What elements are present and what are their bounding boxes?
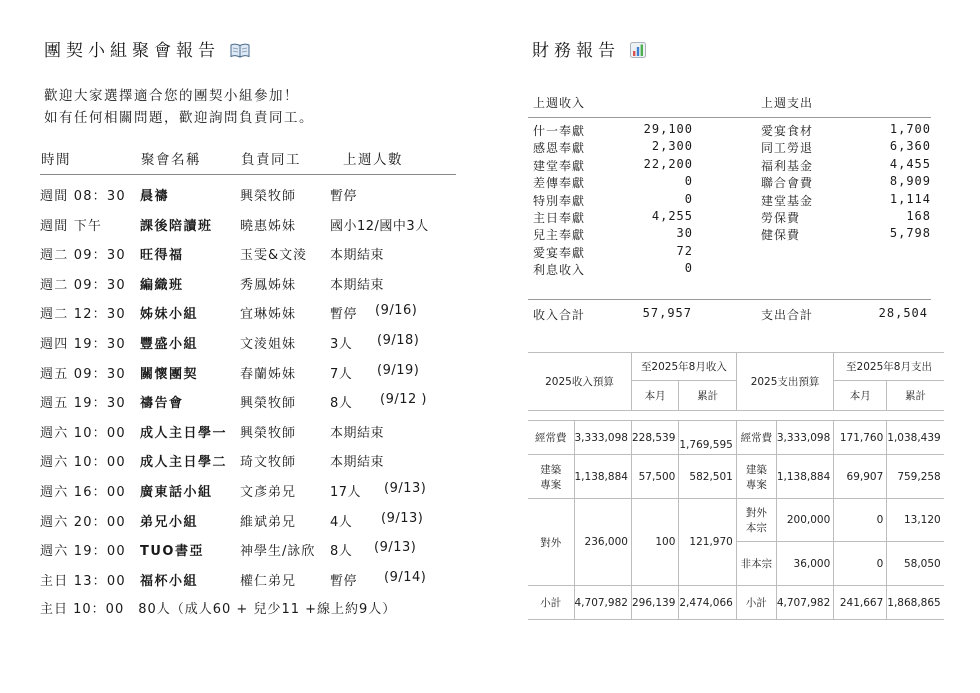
header-last-week-count: 上週人數 <box>343 152 403 168</box>
income-value: 29,100 <box>643 122 693 136</box>
meeting-row <box>40 474 480 504</box>
operating-income-cum: 1,769,595 <box>679 421 736 455</box>
bar-chart-icon <box>630 42 646 58</box>
meeting-date: (9/18) <box>377 332 420 348</box>
meeting-list <box>40 178 480 592</box>
meeting-time: 週六 10：00 <box>40 455 126 471</box>
meeting-time: 週二 09：30 <box>40 248 126 264</box>
operating-expense-budget: 3,333,098 <box>776 421 833 455</box>
header-time: 時間 <box>41 152 71 168</box>
expense-month-header: 本月 <box>834 381 887 411</box>
expense-value: 6,360 <box>889 139 931 154</box>
meeting-row <box>40 533 480 563</box>
subtotal-expense-label: 小計 <box>736 586 776 620</box>
meeting-name: 成人主日學一 <box>140 425 228 441</box>
operating-income-budget: 3,333,098 <box>574 421 631 455</box>
meeting-leader: 興榮牧師 <box>240 425 297 441</box>
meeting-leader: 神學生/詠欣 <box>240 544 316 560</box>
income-row <box>533 260 693 277</box>
income-label: 愛宴奉獻 <box>533 245 586 260</box>
header-divider <box>40 174 456 175</box>
external-denomination-cum: 13,120 <box>887 499 944 542</box>
expense-row <box>761 208 931 225</box>
income-label: 特別奉獻 <box>533 193 586 208</box>
income-budget-header: 2025收入預算 <box>528 353 631 411</box>
income-label: 利息收入 <box>533 263 586 278</box>
income-label: 差傳奉獻 <box>533 176 586 191</box>
expense-total-value: 28,504 <box>878 306 928 320</box>
meeting-row <box>40 208 480 238</box>
income-label: 建堂奉獻 <box>533 158 586 173</box>
external-income-budget: 236,000 <box>574 499 631 586</box>
external-other-month: 0 <box>834 542 887 586</box>
meeting-date: (9/16) <box>375 303 418 319</box>
expense-row <box>761 156 931 173</box>
sunday-service-summary <box>40 598 410 617</box>
external-other-label: 非本宗 <box>736 542 776 586</box>
expense-row <box>761 225 931 242</box>
meeting-name: 晨禱 <box>140 189 170 204</box>
meeting-count: 暫停 <box>330 573 358 589</box>
budget-table <box>528 352 944 620</box>
meeting-count: 17人 <box>330 484 362 500</box>
meeting-time: 週五 09：30 <box>40 366 126 382</box>
meeting-count: 8人 <box>330 544 353 560</box>
meeting-name: TUO書亞 <box>140 544 204 560</box>
meeting-time: 週二 09：30 <box>40 277 126 293</box>
income-value: 0 <box>684 174 693 189</box>
operating-expense-label: 經常費 <box>736 421 776 455</box>
meeting-date: (9/14) <box>384 569 427 585</box>
meeting-row <box>40 178 480 208</box>
meeting-name: 姊妹小組 <box>140 307 199 323</box>
open-book-icon <box>230 43 250 58</box>
expense-ytd-header: 至2025年8月支出 <box>834 353 944 381</box>
meeting-count: 本期結束 <box>330 277 385 293</box>
meeting-name: 福杯小組 <box>140 573 199 589</box>
subtotal-label: 小計 <box>528 586 574 620</box>
expense-list <box>761 121 931 243</box>
expense-value: 4,455 <box>889 156 931 171</box>
income-value: 0 <box>684 261 693 276</box>
meeting-leader: 興榮牧師 <box>240 396 297 412</box>
income-row <box>533 208 693 225</box>
operating-expense-month: 171,760 <box>834 421 887 455</box>
meeting-name: 禱告會 <box>140 396 184 412</box>
meeting-leader: 秀鳳姊妹 <box>240 277 297 293</box>
subtotal-expense-month: 241,667 <box>834 586 887 620</box>
expense-label: 愛宴食材 <box>761 124 814 138</box>
income-row <box>533 156 693 173</box>
intro-line-1: 歡迎大家選擇適合您的團契小組參加！ <box>44 88 299 104</box>
expense-header: 上週支出 <box>761 96 814 110</box>
external-denomination-month: 0 <box>834 499 887 542</box>
meeting-leader: 文淩姐妹 <box>240 336 297 352</box>
income-row <box>533 225 693 242</box>
expense-label: 同工勞退 <box>761 141 814 156</box>
expense-label: 建堂基金 <box>761 193 814 208</box>
expense-row <box>761 121 931 138</box>
meeting-report-title: 團契小組聚會報告 <box>44 36 250 61</box>
meeting-row <box>40 504 480 534</box>
meeting-date: (9/13) <box>384 480 427 496</box>
subtotal-income-month: 296,139 <box>631 586 678 620</box>
expense-value: 8,909 <box>889 174 931 189</box>
meeting-leader: 琦文牧師 <box>240 455 297 471</box>
meeting-date: (9/19) <box>377 362 420 378</box>
meeting-leader: 維斌弟兄 <box>240 514 297 530</box>
building-expense-month: 69,907 <box>834 455 887 499</box>
income-list <box>533 121 693 278</box>
meeting-name: 關懷團契 <box>140 366 199 382</box>
meeting-count: 暫停 <box>330 307 358 323</box>
external-denomination-budget: 200,000 <box>776 499 833 542</box>
meeting-date: (9/12 ) <box>380 392 427 408</box>
meeting-name: 弟兄小組 <box>140 514 199 530</box>
income-row <box>533 138 693 155</box>
income-ytd-header: 至2025年8月收入 <box>631 353 736 381</box>
building-income-budget: 1,138,884 <box>574 455 631 499</box>
income-total-label: 收入合計 <box>533 308 586 322</box>
building-income-cum: 582,501 <box>679 455 736 499</box>
income-row <box>533 191 693 208</box>
operating-label: 經常費 <box>528 421 574 455</box>
meeting-name: 編織班 <box>140 277 184 293</box>
expense-label: 健保費 <box>761 228 801 243</box>
meeting-leader: 興榮牧師 <box>240 189 297 204</box>
subtotal-expense-cum: 1,868,865 <box>887 586 944 620</box>
external-denomination-label: 對外本宗 <box>736 499 776 542</box>
external-other-cum: 58,050 <box>887 542 944 586</box>
finance-header-divider <box>528 117 931 118</box>
meeting-row <box>40 326 480 356</box>
external-other-budget: 36,000 <box>776 542 833 586</box>
meeting-time: 週間 08：30 <box>40 189 126 204</box>
income-total-value: 57,957 <box>642 306 692 320</box>
meeting-count: 本期結束 <box>330 455 385 471</box>
meeting-row <box>40 415 480 445</box>
meeting-count: 4人 <box>330 514 353 530</box>
external-label: 對外 <box>528 499 574 586</box>
meeting-count: 本期結束 <box>330 248 385 264</box>
income-value: 2,300 <box>651 139 693 154</box>
meeting-time: 週六 19：00 <box>40 544 126 560</box>
income-value: 72 <box>676 243 693 258</box>
building-expense-label: 建築專案 <box>736 455 776 499</box>
meeting-row <box>40 356 480 386</box>
meeting-leader: 宜琳姊妹 <box>240 307 297 323</box>
intro-line-2: 如有任何相關問題，歡迎詢問負責同工。 <box>44 110 314 126</box>
income-value: 4,255 <box>651 208 693 223</box>
income-row <box>533 243 693 260</box>
external-income-month: 100 <box>631 499 678 586</box>
operating-income-month: 228,539 <box>631 421 678 455</box>
meeting-row <box>40 444 480 474</box>
header-leader: 負責同工 <box>241 152 301 168</box>
building-expense-cum: 759,258 <box>887 455 944 499</box>
expense-label: 聯合會費 <box>761 176 814 191</box>
meeting-name: 課後陪讀班 <box>140 218 213 234</box>
meeting-leader: 文彥弟兄 <box>240 484 297 500</box>
meeting-leader: 玉雯&文淩 <box>240 248 308 264</box>
building-expense-budget: 1,138,884 <box>776 455 833 499</box>
expense-total-label: 支出合計 <box>761 308 814 322</box>
meeting-row <box>40 237 480 267</box>
expense-label: 福利基金 <box>761 158 814 173</box>
subtotal-income-cum: 2,474,066 <box>679 586 736 620</box>
meeting-row <box>40 296 480 326</box>
meeting-leader: 權仁弟兄 <box>240 573 297 589</box>
summary-text: 80人（成人60 + 兒少11 +線上約9人） <box>138 602 397 617</box>
expense-value: 5,798 <box>889 226 931 241</box>
meeting-time: 主日 13：00 <box>40 573 126 589</box>
expense-value: 1,114 <box>889 191 931 206</box>
income-label: 感恩奉獻 <box>533 141 586 156</box>
expense-row <box>761 138 931 155</box>
meeting-count: 8人 <box>330 396 353 412</box>
header-meeting-name: 聚會名稱 <box>141 152 201 168</box>
totals-divider <box>528 299 931 300</box>
meeting-time: 週間 下午 <box>40 218 103 234</box>
income-value: 0 <box>684 191 693 206</box>
income-value: 22,200 <box>643 156 693 171</box>
meeting-time: 週五 19：30 <box>40 396 126 412</box>
income-value: 30 <box>676 226 693 241</box>
meeting-time: 週六 20：00 <box>40 514 126 530</box>
meeting-count: 暫停 <box>330 189 358 204</box>
income-row <box>533 173 693 190</box>
operating-expense-cum: 1,038,439 <box>887 421 944 455</box>
meeting-row <box>40 563 480 593</box>
income-cum-header: 累計 <box>679 381 736 411</box>
meeting-leader: 春蘭姊妹 <box>240 366 297 382</box>
expense-row <box>761 191 931 208</box>
meeting-name: 成人主日學二 <box>140 455 228 471</box>
meeting-time: 週六 10：00 <box>40 425 126 441</box>
meeting-time: 週二 12：30 <box>40 307 126 323</box>
income-header: 上週收入 <box>533 96 586 110</box>
external-income-cum: 121,970 <box>679 499 736 586</box>
expense-cum-header: 累計 <box>887 381 944 411</box>
summary-time: 主日 10：00 <box>40 602 125 617</box>
meeting-count: 3人 <box>330 336 353 352</box>
building-label: 建築專案 <box>528 455 574 499</box>
meeting-date: (9/13) <box>374 540 417 556</box>
expense-row <box>761 173 931 190</box>
meeting-leader: 曉惠姊妹 <box>240 218 297 234</box>
meeting-count: 國小12/國中3人 <box>330 218 429 234</box>
meeting-name: 廣東話小組 <box>140 484 213 500</box>
expense-budget-header: 2025支出預算 <box>736 353 833 411</box>
income-month-header: 本月 <box>631 381 678 411</box>
meeting-date: (9/13) <box>381 510 424 526</box>
meeting-count: 本期結束 <box>330 425 385 441</box>
finance-report-title: 財務報告 <box>532 36 646 61</box>
meeting-name: 旺得福 <box>140 248 184 264</box>
meeting-row <box>40 385 480 415</box>
meeting-time: 週六 16：00 <box>40 484 126 500</box>
meeting-row <box>40 267 480 297</box>
expense-label: 勞保費 <box>761 210 801 225</box>
expense-value: 168 <box>906 208 931 223</box>
subtotal-income-budget: 4,707,982 <box>574 586 631 620</box>
expense-value: 1,700 <box>889 122 931 136</box>
income-label: 什一奉獻 <box>533 124 586 138</box>
meeting-count: 7人 <box>330 366 353 382</box>
income-label: 主日奉獻 <box>533 210 586 225</box>
meeting-time: 週四 19：30 <box>40 336 126 352</box>
income-label: 兒主奉獻 <box>533 228 586 243</box>
income-row <box>533 121 693 138</box>
subtotal-expense-budget: 4,707,982 <box>776 586 833 620</box>
meeting-name: 豐盛小組 <box>140 336 199 352</box>
building-income-month: 57,500 <box>631 455 678 499</box>
